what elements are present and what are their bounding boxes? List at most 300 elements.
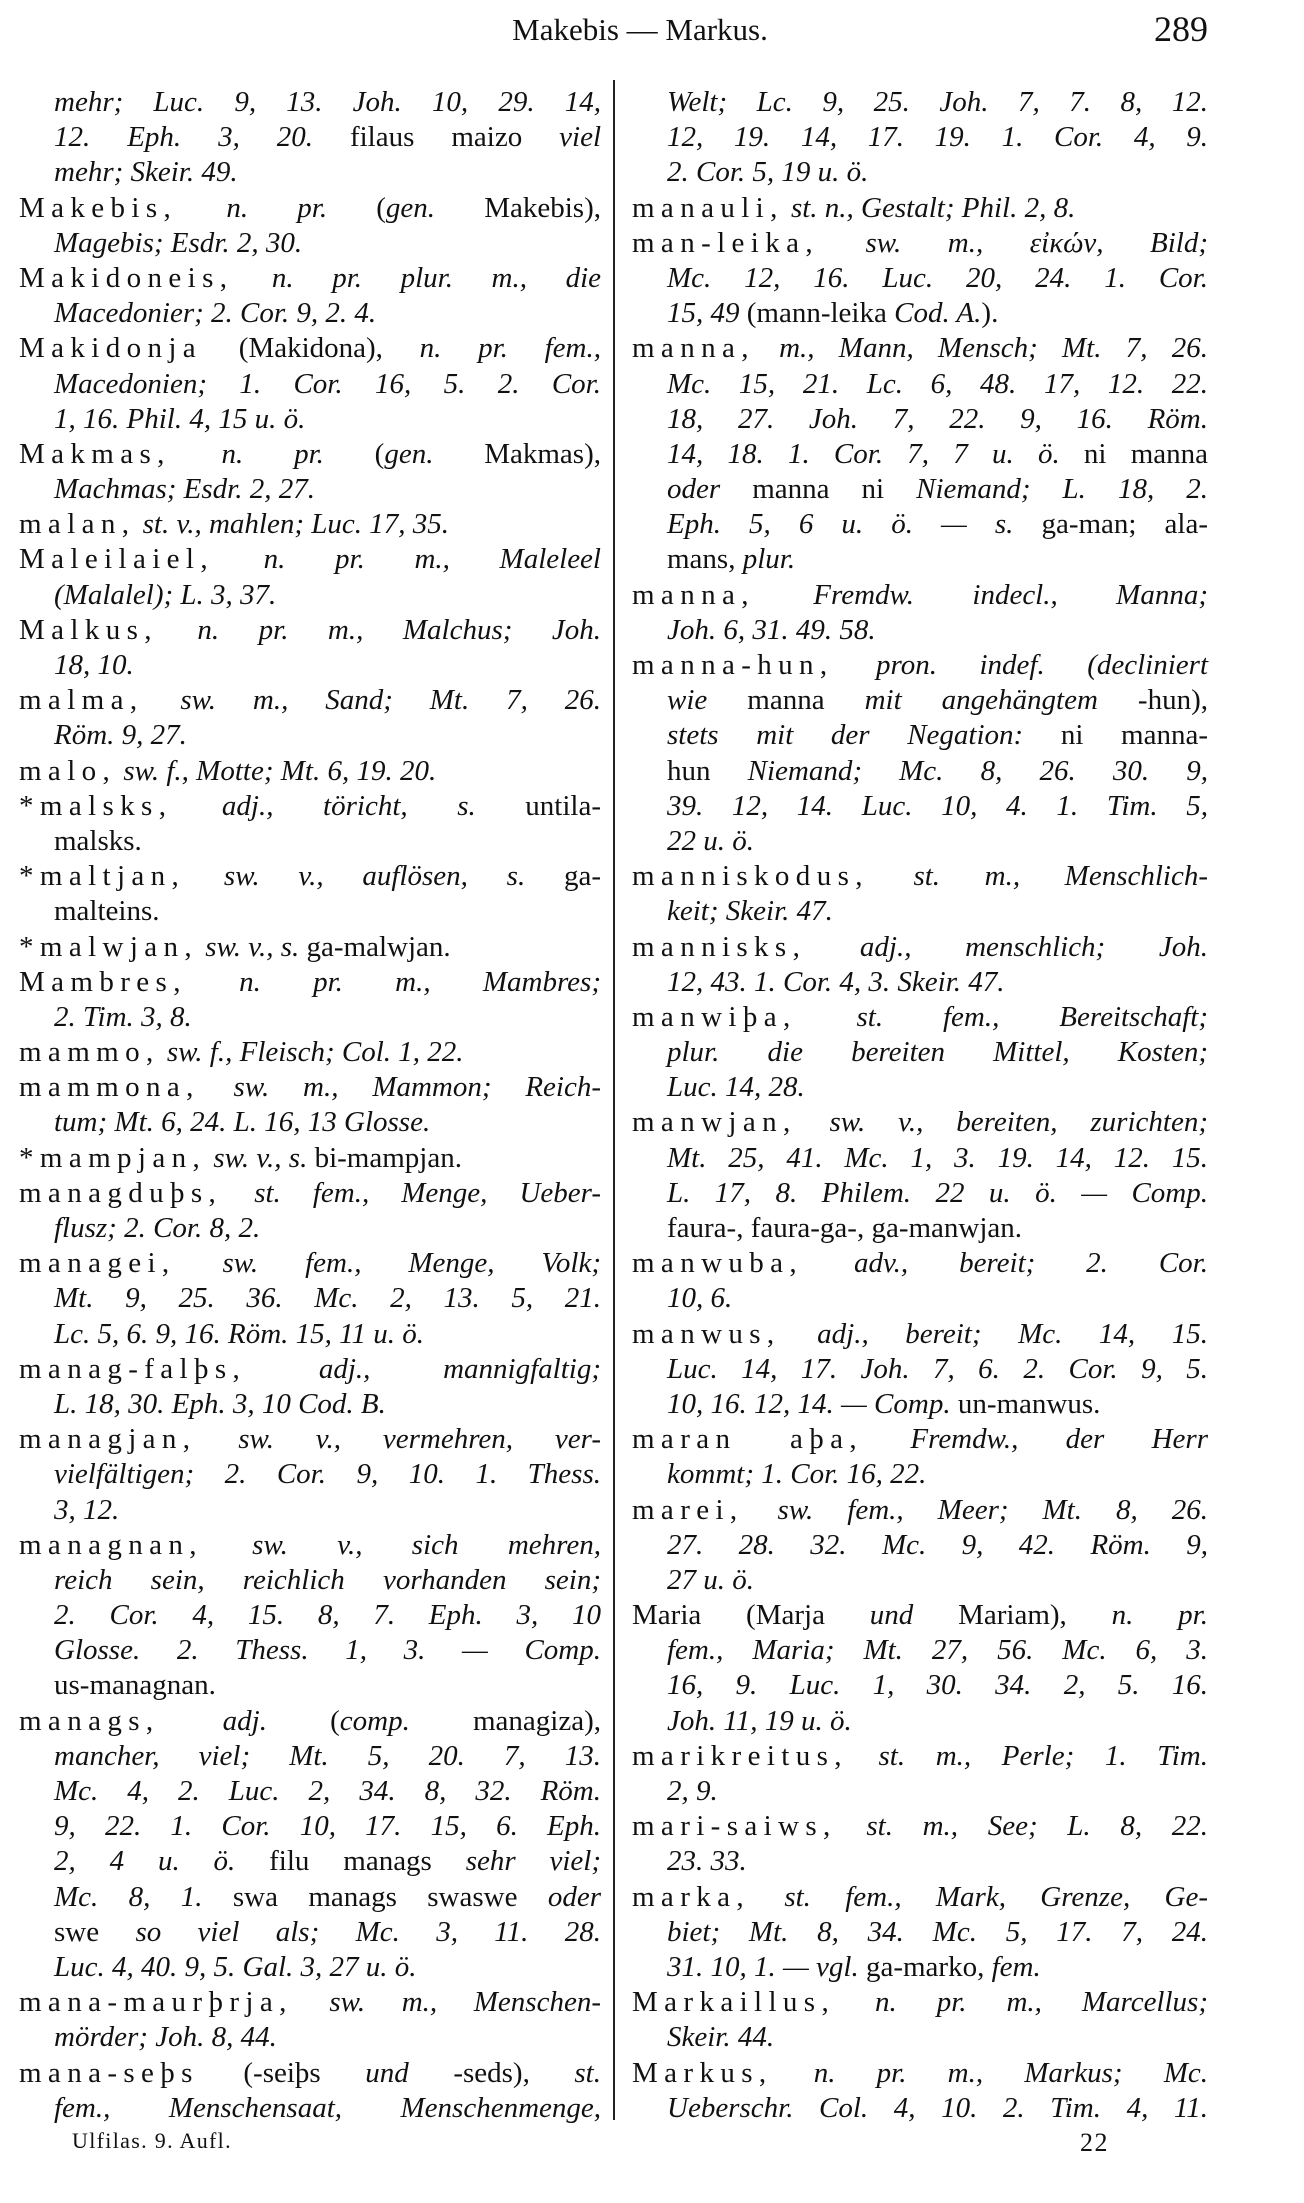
headword: manag-falþs, [19,1352,247,1385]
headword: *malwjan, [19,930,199,963]
gloss-italic: Glosse. 2. Thess. 1, 3. — Comp. [54,1634,601,1667]
entry-line [19,859,601,894]
gloss-italic: m., Mann, Mensch; Mt. 7, 26. [754,332,1208,365]
text-roman: untila- [475,789,602,822]
text-roman: (Makidona), [202,332,420,365]
headword: mari-saiws, [632,1810,837,1843]
page-number: 289 [1154,9,1208,49]
gloss-italic: n. pr. m., Markus; Mc. [772,2056,1208,2089]
gloss-italic: 16, 9. Luc. 1, 30. 34. 2, 5. 16. [667,1669,1208,1702]
entry-line [19,2056,601,2091]
entry-line [632,1563,1208,1598]
headword: maran aþa, [632,1423,864,1456]
entry-line [19,1000,601,1035]
gloss-italic: so viel als; Mc. 3, 11. 28. [135,1915,601,1948]
gloss-italic: Mc. 4, 2. Luc. 2, 34. 8, 32. Röm. [54,1775,601,1807]
headword: *malsks, [19,789,173,822]
entry-line [19,367,601,402]
gloss-italic: sw. m., Mammon; Reich- [199,1071,601,1104]
entry-line [19,437,601,472]
dictionary-entry [632,648,1208,859]
entry-line [19,1809,601,1844]
entry-line [632,1598,1208,1633]
dictionary-entry [19,1352,601,1422]
gloss-italic: n. pr. m., Malchus; Joh. [157,613,601,646]
headword: *maltjan, [19,860,186,893]
gloss-italic: 2. Cor. 4, 15. 8, 7. Eph. 3, 10 [54,1599,601,1632]
headword: mammona, [19,1071,200,1104]
dictionary-entry [19,331,601,437]
dictionary-entry [632,2056,1208,2126]
gloss-italic: oder [667,473,721,506]
entry-line [19,894,601,929]
gloss-italic: Ueberschr. Col. 4, 10. 2. Tim. 4, 11. [667,2091,1208,2124]
gloss-italic: 1, 16. Phil. 4, 15 u. ö. [54,402,306,435]
gloss-italic: kommt; 1. Cor. 16, 22. [667,1458,927,1491]
headword: marka, [632,1880,750,1913]
text-roman: -hun), [1097,684,1208,717]
dictionary-entry [19,1035,601,1070]
dictionary-entry [19,85,601,191]
gloss-italic: 14, 18. 1. Cor. 7, 7 u. ö. [667,437,1060,470]
text-roman: malsks. [54,824,142,857]
entry-line [632,1880,1208,1915]
text-roman: ni manna- [1023,719,1209,752]
headword: Maleilaiel, [19,543,214,576]
entry-line [19,1598,601,1633]
gloss-italic: sw. m., εἰκών, Bild; [819,226,1208,259]
gloss-italic: n. pr. fem., [419,332,601,365]
gloss-italic: Mc. 12, 16. Luc. 20, 24. 1. Cor. [667,261,1208,294]
gloss-italic: Lc. 5, 6. 9, 16. Röm. 15, 11 u. ö. [54,1317,425,1350]
entry-line [19,507,601,542]
text-roman: filu manags [235,1845,466,1878]
gloss-italic: adv., bereit; 2. Cor. [803,1247,1208,1280]
entry-line [19,683,601,718]
gloss-italic: 2. Tim. 3, 8. [54,1000,192,1033]
entry-line [19,965,601,1000]
gloss-italic: sw. fem., Menge, Volk; [175,1247,601,1280]
entry-line [632,1105,1208,1140]
entry-line [632,1035,1208,1070]
headword: malma, [19,684,144,717]
dictionary-entry [19,859,601,929]
headword: managjan, [19,1423,197,1456]
gloss-italic: sehr viel; [465,1845,602,1878]
dictionary-entry [19,930,601,965]
entry-line [19,1668,601,1703]
entry-line [632,472,1208,507]
headword: managei, [19,1247,176,1280]
headword: malo, [19,754,117,787]
headword: manwus, [632,1317,781,1350]
dictionary-entry [19,1985,601,2055]
gloss-italic: mörder; Joh. 8, 44. [54,2021,277,2054]
headword: manauli, [632,191,784,224]
dictionary-entry [632,1739,1208,1809]
gloss-italic: 39. 12, 14. Luc. 10, 4. 1. Tim. 5, [667,789,1208,822]
headword: mammo, [19,1036,160,1069]
entry-line [632,507,1208,542]
gloss-italic: pron. indef. (decliniert [833,649,1208,681]
gloss-italic: st. m., See; L. 8, 22. [836,1810,1208,1843]
entry-line [632,578,1208,613]
text-roman: faura-, faura-ga-, ga-manwjan. [667,1212,1023,1244]
text-roman: bi-mampjan. [307,1141,462,1174]
gloss-italic: st. fem., Bereitschaft; [796,1000,1208,1033]
text-roman: Maria [632,1599,702,1632]
entry-line [19,1528,601,1563]
entry-line [19,1317,601,1352]
gloss-italic: Mt. 25, 41. Mc. 1, 3. 19. 14, 12. 15. [667,1141,1208,1174]
entry-line [632,1141,1208,1176]
entry-line [632,331,1208,366]
entry-line [19,1352,601,1387]
entry-line [632,542,1208,577]
entry-line [19,2091,601,2126]
gloss-italic: sw. f., Motte; Mt. 6, 19. 20. [116,754,437,787]
entry-line [632,120,1208,155]
entry-line [632,1915,1208,1950]
headword: Makebis, [19,191,178,224]
gloss-italic: sw. f., Fleisch; Col. 1, 22. [159,1036,464,1069]
entry-line [19,789,601,824]
gloss-italic: (Malalel); L. 3, 37. [54,578,277,611]
gloss-italic: flusz; 2. Cor. 8, 2. [54,1212,261,1244]
entry-line [632,1211,1208,1246]
gloss-italic: 22 u. ö. [667,824,754,857]
gloss-italic: sw. v., vermehren, ver- [196,1423,601,1456]
dictionary-entry [19,1528,601,1704]
gloss-italic: und [869,1599,914,1632]
entry-line [632,1317,1208,1352]
text-roman: Makebis), [435,191,601,224]
entry-line [19,402,601,437]
entry-line [632,1950,1208,1985]
text-roman: mans, [667,543,743,576]
gloss-italic: n. pr. m., Mambres; [186,965,601,998]
gloss-italic: st. n., Gestalt; Phil. 2, 8. [783,191,1076,224]
entry-line [632,613,1208,648]
gloss-italic: keit; Skeir. 47. [667,895,833,928]
entry-line [19,1035,601,1070]
text-roman: ( [327,191,386,224]
gloss-italic: mancher, viel; Mt. 5, 20. 7, 13. [54,1739,601,1772]
running-header [0,9,1304,56]
left-column [19,85,601,2126]
text-roman: managiza), [409,1704,601,1737]
dictionary-entry [632,930,1208,1000]
entry-line [632,437,1208,472]
entry-line [632,1739,1208,1774]
entry-line [632,85,1208,120]
gloss-italic: st. [574,2056,601,2089]
gloss-italic: oder [547,1880,601,1913]
dictionary-entry [632,578,1208,648]
entry-line [632,965,1208,1000]
gloss-italic: adj., menschlich; Joh. [806,930,1208,963]
entry-line [632,2020,1208,2055]
entry-line [19,1281,601,1316]
gloss-italic: Niemand; Mc. 8, 26. 30. 9, [747,754,1208,787]
headword: manags, [19,1704,160,1737]
gloss-italic: Joh. 11, 19 u. ö. [667,1704,852,1737]
headword: manniskodus, [632,860,869,893]
gloss-italic: sw. v., bereiten, zurichten; [796,1106,1208,1139]
gloss-italic: Röm. 9, 27. [54,719,187,752]
text-roman: (mann-leika [739,297,895,330]
gloss-italic: Magebis; Esdr. 2, 30. [54,226,303,259]
entry-line [19,2020,601,2055]
entry-line [632,1528,1208,1563]
dictionary-entry [19,683,601,753]
entry-line [19,824,601,859]
gloss-italic: n. pr. [177,191,328,224]
headword: mana-maurþrja, [19,1986,293,2019]
entry-line [632,648,1208,683]
dictionary-entry [19,1141,601,1176]
dictionary-entry [19,1704,601,1986]
text-roman: hun [667,754,748,787]
dictionary-entry [632,1317,1208,1423]
gloss-italic: 10, 16. 12, 14. — Comp. [667,1387,951,1420]
entry-line [632,718,1208,753]
gloss-italic: 2, 9. [667,1775,718,1807]
gloss-italic: Luc. 4, 40. 9, 5. Gal. 3, 27 u. ö. [54,1950,417,1983]
gloss-italic: Skeir. 44. [667,2021,775,2054]
gloss-italic: biet; Mt. 8, 34. Mc. 5, 17. 7, 24. [667,1915,1208,1948]
entry-line [19,1422,601,1457]
entry-line [19,191,601,226]
entry-line [632,1070,1208,1105]
headword: Malkus, [19,613,158,646]
entry-line [19,331,601,366]
gloss-italic: 23. 33. [667,1845,747,1878]
gloss-italic: 12, 43. 1. Cor. 4, 3. Skeir. 47. [667,965,1005,998]
headword: manwuba, [632,1247,804,1280]
entry-line [632,1809,1208,1844]
text-roman: filaus maizo [313,121,560,154]
right-column [632,85,1208,2126]
entry-line [632,191,1208,226]
headword: Mambres, [19,965,187,998]
gloss-italic: und [365,2056,409,2089]
headword: managduþs, [19,1176,223,1209]
text-roman: ). [981,297,999,330]
gloss-italic: n. pr. [1111,1599,1208,1632]
gloss-italic: sw. v., s. [198,930,300,963]
gloss-italic: sw. v., s. [206,1141,308,1174]
gloss-italic: Mt. 9, 25. 36. Mc. 2, 13. 5, 21. [54,1282,601,1315]
entry-line [19,1493,601,1528]
gloss-italic: reich sein, reichlich vorhanden sein; [54,1563,601,1596]
gloss-italic: fem. [991,1950,1041,1983]
entry-line [632,1668,1208,1703]
headword: *mampjan, [19,1141,207,1174]
dictionary-entry [632,1809,1208,1879]
entry-line [19,1774,601,1809]
dictionary-entry [19,1176,601,1246]
gloss-italic: Luc. 14, 28. [667,1071,805,1104]
gloss-italic: 27 u. ö. [667,1563,754,1596]
entry-line [632,930,1208,965]
dictionary-entry [19,542,601,612]
dictionary-entry [632,1880,1208,1986]
entry-line [632,1281,1208,1316]
gloss-italic: L. 17, 8. Philem. 22 u. ö. — Comp. [667,1176,1208,1209]
gloss-italic: tum; Mt. 6, 24. L. 16, 13 Glosse. [54,1106,431,1139]
gloss-italic: L. 18, 30. Eph. 3, 10 Cod. B. [54,1387,386,1420]
gloss-italic: stets mit der Negation: [667,719,1024,752]
headword: malan, [19,508,136,541]
entry-line [632,1000,1208,1035]
text-roman: swa manags swaswe [202,1880,548,1913]
entry-line [19,1915,601,1950]
entry-line [19,1633,601,1668]
entry-line [19,155,601,190]
gloss-italic: plur. [742,543,796,576]
text-roman: ga-man; ala- [1013,508,1208,541]
dictionary-entry [632,191,1208,226]
text-roman: Mariam), [913,1599,1112,1632]
gloss-italic: 12, 19. 14, 17. 19. 1. Cor. 4, 9. [667,121,1208,154]
dictionary-entry [19,437,601,507]
gloss-italic: mehr; Skeir. 49. [54,156,238,189]
gloss-italic: fem., Maria; Mt. 27, 56. Mc. 6, 3. [667,1634,1208,1667]
running-title: Makebis — Markus. [512,12,768,47]
text-roman: ni manna [1059,437,1208,470]
text-roman: manna ni [720,473,917,506]
text-roman: Makmas), [433,437,601,470]
dictionary-entry [632,1422,1208,1492]
text-roman: us-managnan. [54,1669,216,1702]
entry-line [19,1176,601,1211]
headword: Markaillus, [632,1986,836,2019]
entry-line [632,296,1208,331]
dictionary-entry [19,965,601,1035]
headword: Makidonja [19,332,203,365]
entry-line [19,226,601,261]
dictionary-entry [19,1246,601,1352]
entry-line [19,613,601,648]
gloss-italic: vielfältigen; 2. Cor. 9, 10. 1. Thess. [54,1458,601,1491]
dictionary-entry [632,1000,1208,1106]
entry-line [632,1704,1208,1739]
text-roman: malteins. [54,895,160,928]
gloss-italic: Joh. 6, 31. 49. 58. [667,613,876,646]
entry-line [632,824,1208,859]
headword: mana-seþs [19,2056,199,2089]
dictionary-entry [632,1985,1208,2055]
gloss-italic: viel [559,121,601,154]
gloss-italic: gen. [385,191,436,224]
text-roman: swe [54,1915,136,1948]
dictionary-entry [19,507,601,542]
entry-line [632,683,1208,718]
dictionary-entry [19,191,601,261]
text-roman: manna [707,684,865,717]
entry-line [19,930,601,965]
text-roman: (-seiþs [198,2056,366,2089]
entry-line [632,402,1208,437]
entry-line [19,1985,601,2020]
gloss-italic: Eph. 5, 6 u. ö. — s. [667,508,1014,541]
entry-line [632,1387,1208,1422]
gloss-italic: n. pr. plur. m., die [233,261,601,294]
dictionary-entry [19,789,601,859]
entry-line [632,859,1208,894]
gloss-italic: st. fem., Menge, Ueber- [222,1176,601,1209]
gloss-italic: 27. 28. 32. Mc. 9, 42. Röm. 9, [667,1528,1208,1561]
gloss-italic: sw. m., Sand; Mt. 7, 26. [143,684,601,717]
dictionary-entry [632,85,1208,191]
entry-line [632,789,1208,824]
entry-line [632,2056,1208,2091]
entry-line [632,367,1208,402]
gloss-italic: comp. [339,1704,410,1737]
headword: Markus, [632,2056,773,2089]
entry-line [19,1880,601,1915]
entry-line [632,261,1208,296]
gloss-italic: adj. [159,1704,267,1737]
dictionary-entry [632,1105,1208,1246]
column-divider [613,80,615,2120]
entry-line [632,1774,1208,1809]
entry-line [19,1457,601,1492]
gloss-italic: st. m., Perle; 1. Tim. [847,1739,1208,1772]
gloss-italic: sw. fem., Meer; Mt. 8, 26. [743,1493,1208,1526]
gloss-italic: 2. Cor. 5, 19 u. ö. [667,156,869,189]
gloss-italic: Mc. 15, 21. Lc. 6, 48. 17, 12. 22. [667,367,1208,400]
entry-line [19,261,601,296]
entry-line [19,1211,601,1246]
entry-line [632,754,1208,789]
dictionary-entry [19,613,601,683]
dictionary-entry [632,1598,1208,1739]
gloss-italic: Luc. 14, 17. Joh. 7, 6. 2. Cor. 9, 5. [667,1352,1208,1385]
dictionary-entry [19,261,601,331]
gloss-italic: Welt; Lc. 9, 25. Joh. 7, 7. 8, 12. [667,86,1208,118]
entry-line [19,578,601,613]
headword: manna-hun, [632,649,834,681]
gloss-italic: Machmas; Esdr. 2, 27. [54,473,315,506]
entry-line [19,718,601,753]
text-roman: un-manwus. [950,1387,1101,1420]
gloss-italic: adj., bereit; Mc. 14, 15. [780,1317,1208,1350]
dictionary-entry [632,1493,1208,1599]
entry-line [632,1985,1208,2020]
sheet-number: 22 [1080,2128,1110,2157]
gloss-italic: Fremdw., der Herr [863,1423,1208,1456]
gloss-italic: Macedonien; 1. Cor. 16, 5. 2. Cor. [54,367,601,400]
dictionary-entry [632,331,1208,577]
text-roman: ( [323,437,385,470]
gloss-italic: st. m., Menschlich- [868,860,1208,893]
entry-line [632,1844,1208,1879]
dictionary-entry [19,2056,601,2126]
entry-line [19,85,601,120]
text-roman: ga-malwjan. [299,930,451,963]
gloss-italic: gen. [384,437,434,470]
entry-line [19,1950,601,1985]
entry-line [19,1070,601,1105]
gloss-italic: 2, 4 u. ö. [54,1845,236,1878]
gloss-italic: 3, 12. [54,1493,120,1526]
text-roman: ga- [525,860,601,893]
text-roman: (Marja [701,1599,870,1632]
gloss-italic: 31. 10, 1. — vgl. [667,1950,859,1983]
entry-line [632,1246,1208,1281]
